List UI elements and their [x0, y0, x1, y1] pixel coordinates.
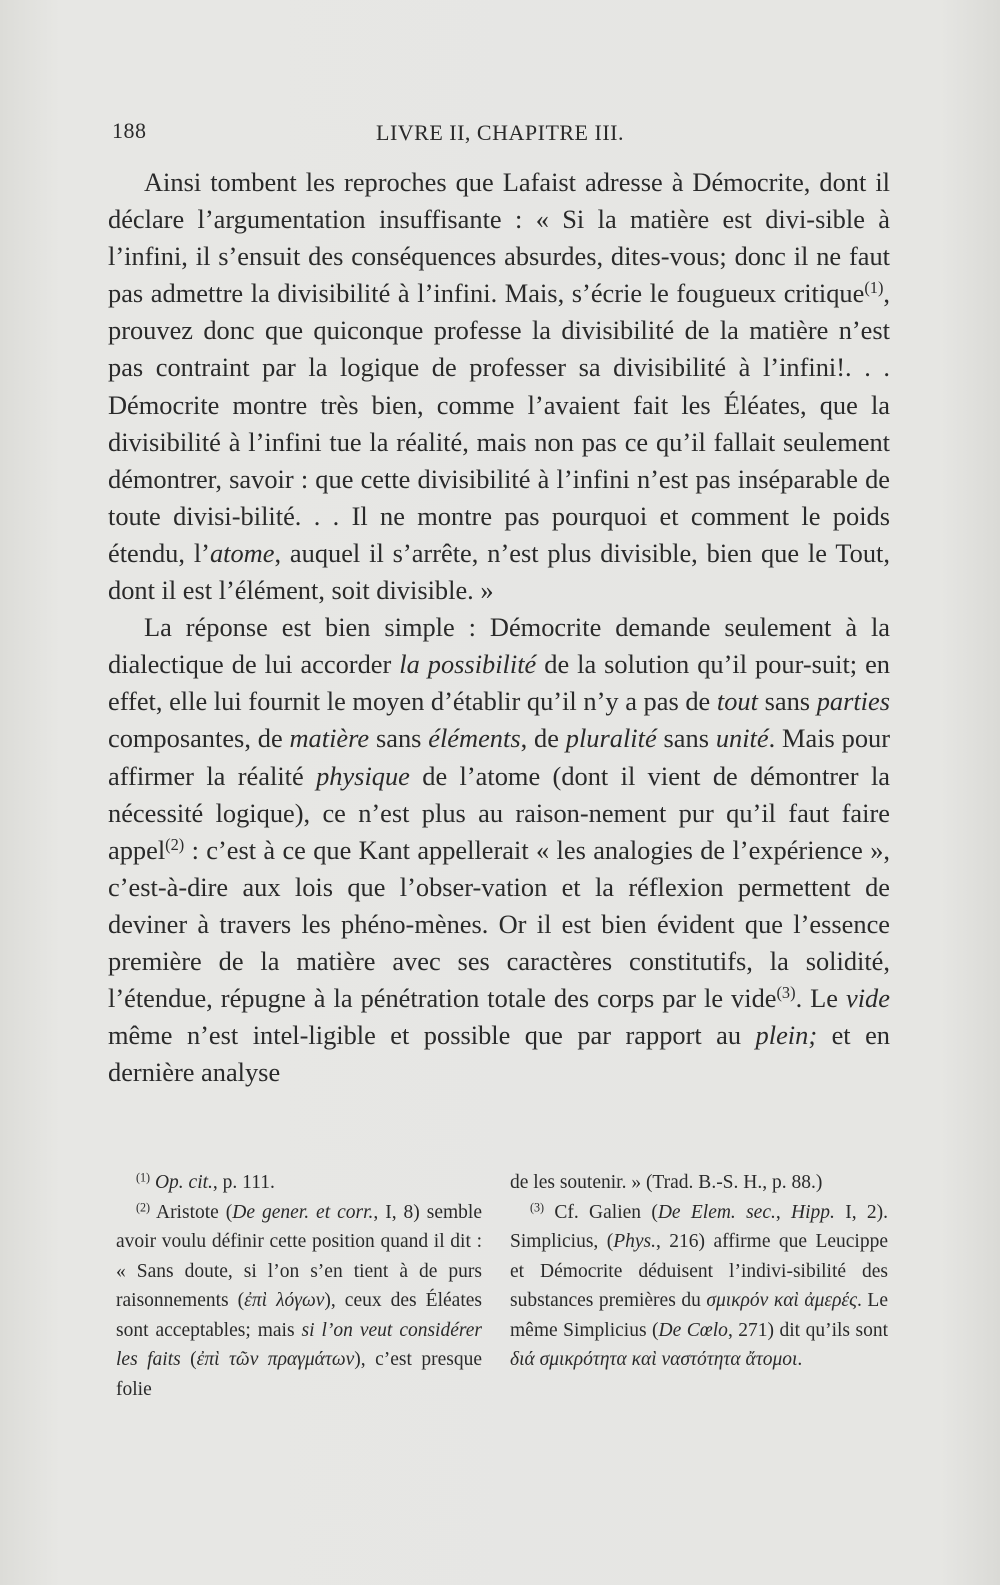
running-title: LIVRE II, CHAPITRE III. — [376, 120, 624, 145]
text-span: I, 2). Simplicius, ( — [510, 1201, 888, 1252]
text-span: composantes, de — [108, 723, 290, 754]
text-span: de l’atome (dont il vient de démontrer la nécessité logique), ce n’est plus au raison-nement pur qu’il faut faire appel — [108, 760, 890, 865]
italic-term: plein; — [755, 1020, 818, 1051]
text-span: sans — [369, 723, 429, 754]
text-span: Aristote ( — [155, 1201, 233, 1223]
paragraph-1 — [108, 164, 890, 609]
italic-term: atome — [209, 537, 275, 568]
main-text — [108, 164, 890, 1091]
footnote-mark: (3) — [530, 1199, 545, 1214]
footnote-1 — [116, 1168, 482, 1198]
footnotes-left-column — [116, 1168, 482, 1404]
text-span: . — [797, 1349, 803, 1370]
text-span: de la solution qu’il pour-suit; en effet, elle lui fournit le moyen d’établir qu’il n’y a pas de — [108, 649, 890, 717]
italic-phrase: si l’on veut considérer les faits — [116, 1319, 482, 1370]
greek-text: ἐπὶ λόγων — [244, 1290, 325, 1311]
text-span: , prouvez donc que quiconque professe la divisibilité de la matière n’est pas contraint par la logique de professer sa divisibilité à l’infini!. . . Démocrite montre très bien, comme l’avaient fait les Éléates, que la divisibilité à l’infini tue la réalité, mais non pas ce qu’il fallait seulement démontrer, savoir : que cette divisibilité à l’infini n’est pas inséparable de toute divisi-bilité. . . Il ne montre pas pourquoi et comment le poids étendu, l’ — [108, 278, 890, 568]
text-span: et en dernière analyse — [108, 1020, 890, 1088]
text-span: , auquel il s’arrête, n’est plus divisible, bien que le Tout, dont il est l’élément, soit divisible. » — [108, 537, 890, 606]
citation: De Cœlo — [658, 1319, 728, 1341]
text-span: Ainsi tombent les reproches que Lafaist adresse à Démocrite, dont il déclare l’argumentation insuffisante : « Si la matière est divi-sible à l’infini, il s’ensuit des conséquences absurdes, dites-vous; donc il ne faut pas admettre la divisibilité à l’infini. Mais, s’écrie le fougueux critique — [108, 167, 890, 309]
footnotes-right-column — [510, 1168, 888, 1375]
text-span: : c’est à ce que Kant appellerait « les analogies de l’expérience », c’est-à-dire aux lois que l’obser-vation et la réflexion permettent de deviner à travers les phéno-mènes. Or il est bien évident que l’essence première de la matière avec ses caractères constitutifs, la solidité, l’étendue, répugne à la pénétration totale des corps par le vide — [108, 834, 890, 1014]
page-number: 188 — [112, 118, 147, 143]
citation: Hipp. — [791, 1201, 835, 1223]
italic-term: physique — [316, 760, 410, 791]
footnote-ref-2: (2) — [165, 834, 185, 854]
italic-term: matière — [289, 723, 370, 754]
greek-text: ἐπὶ τῶν πραγμάτων — [196, 1349, 355, 1370]
citation: De gener. et corr. — [232, 1201, 374, 1223]
footnote-2-continued: de les soutenir. » (Trad. B.-S. H., p. 88.) — [510, 1172, 823, 1193]
text-span: Cf. Galien ( — [554, 1201, 658, 1223]
footnote-mark: (2) — [136, 1199, 151, 1214]
italic-term: éléments — [428, 723, 521, 754]
footnote-ref-3: (3) — [776, 983, 796, 1003]
italic-term: tout — [716, 686, 758, 717]
footnote-3 — [510, 1198, 888, 1375]
citation: De Elem. sec. — [657, 1201, 776, 1223]
text-span: sans — [656, 723, 716, 754]
text-span: ), ceux des Éléates sont acceptables; mais — [116, 1290, 482, 1341]
footnote-mark: (1) — [136, 1170, 151, 1185]
text-span: . Le — [795, 983, 847, 1014]
text-span: , p. 111. — [212, 1172, 275, 1193]
greek-text: διά σμικρότητα καὶ ναστότητα ἄτομοι — [510, 1349, 798, 1370]
footnote-2 — [116, 1198, 482, 1405]
text-span: même n’est intel-ligible et possible que par rapport au — [108, 1020, 756, 1051]
italic-term: la possibilité — [399, 649, 537, 680]
text-span: , 216) affirme que Leucippe et Démocrite déduisent l’indivi-sibilité des substances premières du — [510, 1231, 889, 1311]
italic-term: unité — [715, 723, 769, 754]
citation: Op. cit. — [154, 1172, 213, 1193]
text-span: , de — [520, 723, 566, 754]
italic-term: parties — [816, 686, 890, 717]
text-span: . Le même Simplicius ( — [510, 1290, 888, 1341]
text-span: , — [775, 1201, 792, 1223]
footnote-ref-1: (1) — [864, 278, 884, 298]
text-span: . Mais pour affirmer la réalité — [108, 723, 891, 791]
citation: Phys. — [613, 1231, 656, 1252]
text-span: ( — [180, 1349, 197, 1370]
text-span: sans — [757, 686, 817, 717]
paragraph-2 — [108, 609, 890, 1091]
text-span: , I, 8) semble avoir voulu définir cette position quand il dit : « Sans doute, si l’on s’en tient à de purs raisonnements ( — [116, 1201, 482, 1311]
text-span: La réponse est bien simple : Démocrite demande seulement à la dialectique de lui accorder — [108, 612, 890, 680]
italic-term: vide — [846, 983, 890, 1014]
italic-term: pluralité — [565, 723, 657, 754]
running-header — [112, 118, 888, 158]
greek-text: σμικρόν καὶ ἀμερές — [706, 1290, 858, 1311]
text-span: , 271) dit qu’ils sont — [727, 1319, 888, 1341]
text-span: ), c’est presque folie — [116, 1349, 482, 1400]
